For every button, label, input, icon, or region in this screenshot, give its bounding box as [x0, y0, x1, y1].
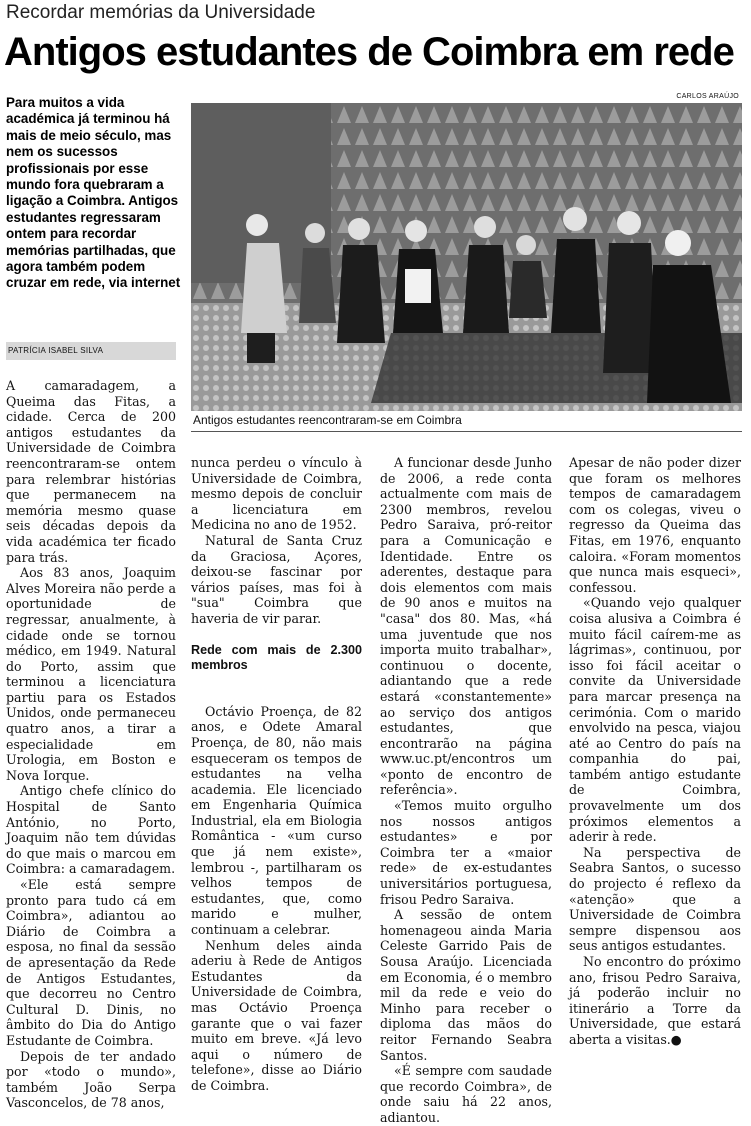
paragraph: Natural de Santa Cruz da Graciosa, Açores, deixou-se fascinar por vários países, mas foi à "sua" Coimbra que haveria de vir parar.	[191, 532, 362, 626]
lead-paragraph: Para muitos a vida académica já terminou há mais de meio século, mas nem os sucessos profissionais por esse mundo fora quebraram a ligação a Coimbra. Antigos estudantes regressaram ontem para recordar memórias partilhadas, que agora também podem cruzar em rede, via internet	[6, 95, 181, 291]
paragraph: «É sempre com saudade que recordo Coimbra», de onde saiu há 22 anos, adiantou.	[380, 1063, 552, 1125]
photo-caption: Antigos estudantes reencontraram-se em Coimbra	[193, 413, 462, 427]
paragraph: Octávio Proença, de 82 anos, e Odete Amaral Proença, de 80, não mais esqueceram os tempos de estudantes na velha academia. Ele licenciado em Engenharia Química Industrial, ela em Biologia Romântica - «um curso que já nem existe», lembrou -, partilharam os velhos tempos de estudantes, que, como marido e mulher, continuam a celebrar.	[191, 703, 362, 938]
paragraph: No encontro do próximo ano, frisou Pedro Saraiva, já poderão incluir no itinerário a Torre da Universidade, que estará aberta a visitas.●	[569, 954, 741, 1047]
paragraph: Aos 83 anos, Joaquim Alves Moreira não perde a oportunidade de regressar, anualmente, à cidade onde se tornou médico, em 1949. Natural do Porto, assim que terminou a licenciatura partiu para os Estados Unidos, onde permaneceu quatro anos, a tirar a especialidade em Urologia, em Boston e Nova Iorque.	[6, 565, 176, 783]
group-photo	[191, 103, 742, 411]
column-1	[6, 378, 176, 1111]
paragraph: «Temos muito orgulho nos nossos antigos estudantes» e por Coimbra ter a «maior rede» de ex-estudantes universitários portuguesa, frisou Pedro Saraiva.	[380, 798, 552, 907]
paragraph: A camaradagem, a Queima das Fitas, a cidade. Cerca de 200 antigos estudantes da Universidade de Coimbra reencontraram-se ontem para relembrar histórias que permanecem na memória mesmo quase seis décadas depois da vida académica ter ficado para trás.	[6, 378, 176, 565]
paragraph: Antigo chefe clínico do Hospital de Santo António, no Porto, Joaquim não tem dúvidas do que mais o marcou em Coimbra: a camaradagem.	[6, 783, 176, 877]
column-4	[569, 455, 741, 1048]
byline: PATRÍCIA ISABEL SILVA	[6, 342, 176, 360]
subhead: Rede com mais de 2.300 membros	[191, 642, 362, 673]
kicker: Recordar memórias da Universidade	[6, 2, 316, 23]
column-3	[380, 455, 552, 1126]
column-2	[191, 455, 362, 1094]
paragraph: Nenhum deles ainda aderiu à Rede de Antigos Estudantes da Universidade de Coimbra, mas Octávio Proença garante que o vai fazer muito em breve. «Já levo aqui o número de telefone», disse ao Diário de Coimbra.	[191, 937, 362, 1093]
paragraph: nunca perdeu o vínculo à Universidade de Coimbra, mesmo depois de concluir a licenciatura em Medicina no ano de 1952.	[191, 455, 362, 533]
group-photo-illustration	[191, 103, 742, 411]
paragraph: A sessão de ontem homenageou ainda Maria Celeste Garrido Pais de Sousa Araújo. Licenciada em Economia, é o membro mil da rede e veio do Minho para receber o diploma das mãos do reitor Fernando Seabra Santos.	[380, 907, 552, 1063]
paragraph: Apesar de não poder dizer que foram os melhores tempos de camaradagem com os colegas, viveu o regresso da Queima das Fitas, em 1976, enquanto caloira. «Foram momentos que nunca mais esqueci», confessou.	[569, 455, 741, 595]
caption-divider	[191, 431, 742, 432]
paragraph: Depois de ter andado por «todo o mundo», também João Serpa Vasconcelos, de 78 anos,	[6, 1048, 176, 1111]
headline: Antigos estudantes de Coimbra em rede	[4, 30, 734, 74]
paragraph: Na perspectiva de Seabra Santos, o sucesso do projecto é reflexo da «atenção» que a Universidade de Coimbra sempre dispensou aos seus antigos estudantes.	[569, 844, 741, 954]
photo-credit: CARLOS ARAÚJO	[676, 93, 739, 100]
paragraph: «Ele está sempre pronto para tudo cá em Coimbra», adiantou ao Diário de Coimbra a esposa, no final da sessão de apresentação da Rede de Antigos Estudantes, que decorreu no Centro Cultural D. Dinis, no âmbito do Dia do Antigo Estudante de Coimbra.	[6, 877, 176, 1048]
paragraph: «Quando vejo qualquer coisa alusiva a Coimbra é muito fácil caírem-me as lágrimas», continuou, por isso foi fácil aceitar o convite da Universidade para marcar presença na cerimónia. Com o marido envolvido na pesca, viajou até ao Centro do país na companhia do pai, também antigo estudante de Coimbra, provavelmente um dos próximos elementos a aderir à rede.	[569, 595, 741, 845]
paragraph: A funcionar desde Junho de 2006, a rede conta actualmente com mais de 2300 membros, revelou Pedro Saraiva, pró-reitor para a Comunicação e Identidade. Entre os aderentes, destaque para dois elementos com mais de 90 anos e muitos na "casa" dos 80. Mas, «há uma juventude que nos importa muito trabalhar», continuou o docente, adiantando que a rede estará «constantemente» ao serviço dos antigos estudantes, que encontrarão na página www.uc.pt/encontros um «ponto de encontro de referência».	[380, 455, 552, 798]
